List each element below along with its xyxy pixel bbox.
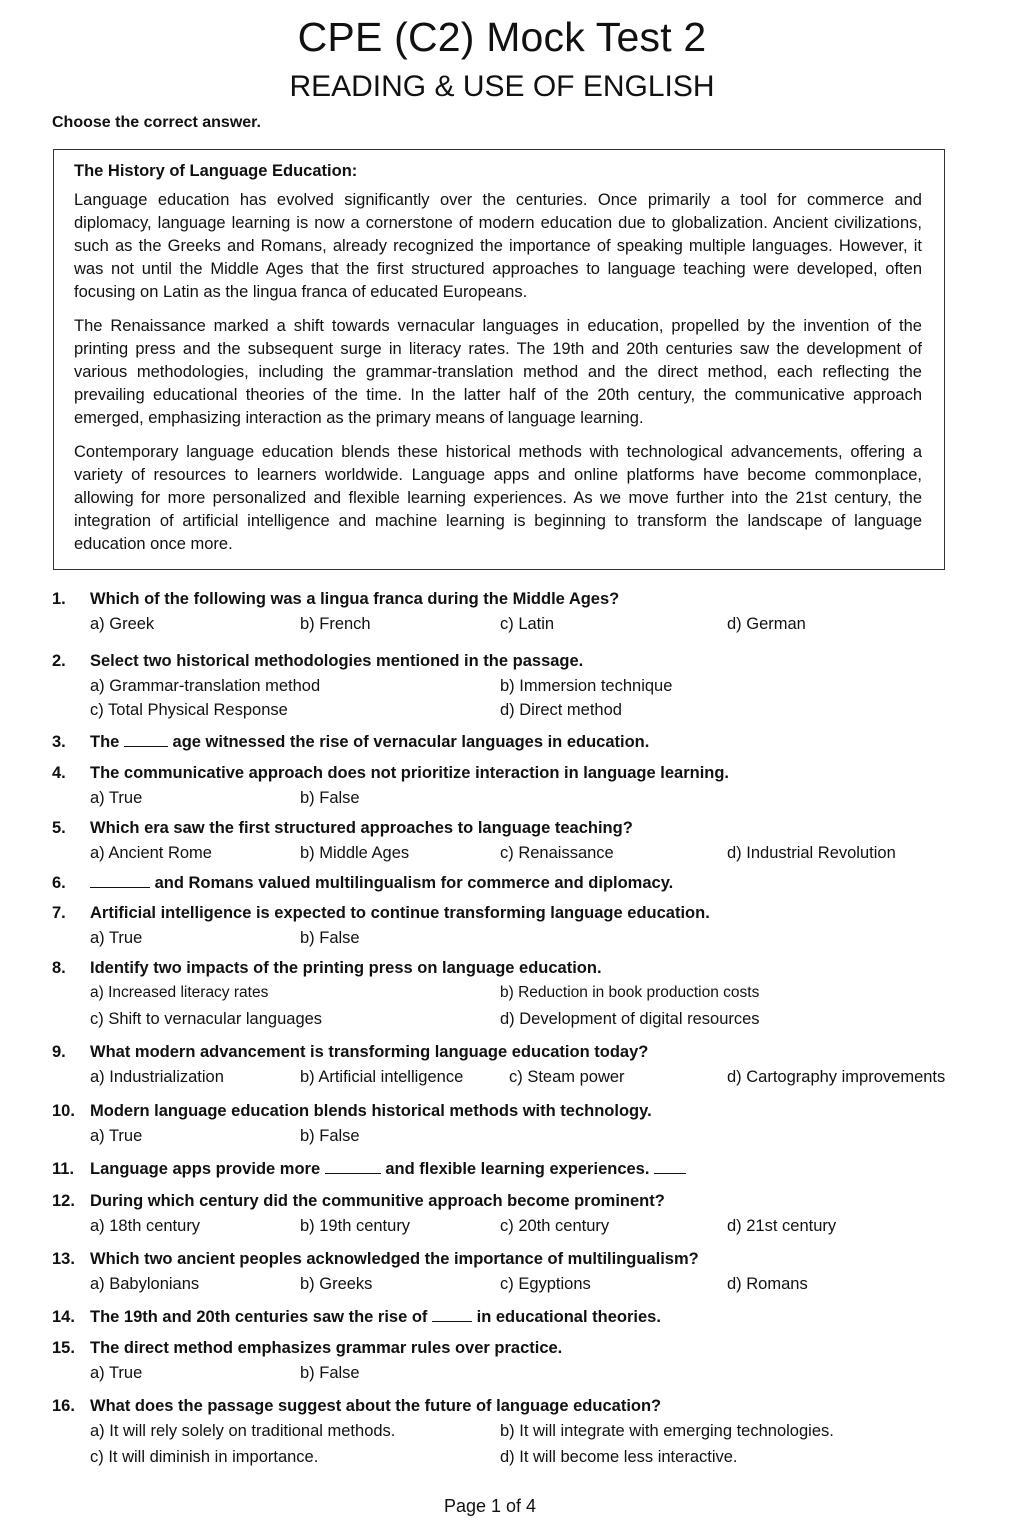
answer-option[interactable]: d) Cartography improvements: [727, 1068, 946, 1086]
answer-option[interactable]: c) Total Physical Response: [90, 701, 288, 719]
question-number: 14.: [52, 1308, 75, 1326]
question-3: [52, 730, 982, 755]
question-11: [52, 1157, 982, 1182]
answer-option[interactable]: c) Steam power: [509, 1068, 625, 1086]
question-number: 15.: [52, 1339, 75, 1357]
question-number: 6.: [52, 874, 66, 892]
answer-option[interactable]: a) Industrialization: [90, 1068, 224, 1086]
answer-option[interactable]: d) Development of digital resources: [500, 1010, 760, 1028]
question-text: Which era saw the first structured approaches to language teaching?: [90, 819, 633, 837]
question-text: What modern advancement is transforming language education today?: [90, 1043, 649, 1061]
question-text: Which of the following was a lingua franca during the Middle Ages?: [90, 590, 620, 608]
question-text: in educational theories.: [476, 1308, 661, 1326]
question-text: The 19th and 20th centuries saw the rise of: [90, 1308, 428, 1326]
answer-option[interactable]: d) Industrial Revolution: [727, 844, 896, 862]
question-text: Select two historical methodologies mentioned in the passage.: [90, 652, 584, 670]
question-16: [52, 1394, 982, 1469]
question-text: The communicative approach does not prioritize interaction in language learning.: [90, 764, 730, 782]
question-text: Artificial intelligence is expected to continue transforming language education.: [90, 904, 710, 922]
question-number: 4.: [52, 764, 66, 782]
answer-option[interactable]: b) Artificial intelligence: [300, 1068, 464, 1086]
question-text: and flexible learning experiences.: [385, 1160, 650, 1178]
question-4: [52, 761, 982, 810]
answer-option[interactable]: a) It will rely solely on traditional methods.: [90, 1422, 396, 1440]
passage-paragraph: Contemporary language education blends these historical methods with technological advancements, offering a variety of resources to learners worldwide. Language apps and online platforms have become commonplace, allowing for more personalized and flexible learning experiences. As we move further into the 21st century, the integration of artificial intelligence and machine learning is beginning to transform the landscape of language education once more.: [74, 443, 922, 553]
reading-passage: [53, 149, 945, 570]
question-text: What does the passage suggest about the future of language education?: [90, 1397, 662, 1415]
answer-option[interactable]: c) It will diminish in importance.: [90, 1448, 319, 1466]
answer-option[interactable]: b) False: [300, 789, 360, 807]
question-15: [52, 1336, 982, 1385]
question-text: The: [90, 733, 120, 751]
question-text: During which century did the communitive approach become prominent?: [90, 1192, 665, 1210]
question-text: Modern language education blends historical methods with technology.: [90, 1102, 652, 1120]
fill-blank[interactable]: [325, 1159, 381, 1174]
page-number: Page 1 of 4: [443, 1496, 537, 1516]
fill-blank[interactable]: [124, 732, 168, 747]
question-7: [52, 901, 982, 950]
answer-option[interactable]: b) 19th century: [300, 1217, 411, 1235]
passage-paragraph: Language education has evolved significantly over the centuries. Once primarily a tool for commerce and diplomacy, language learning is now a cornerstone of modern education due to globalization. Ancient civilizations, such as the Greeks and Romans, already recognized the importance of speaking multiple languages. However, it was not until the Middle Ages that the first structured approaches to language teaching were developed, often focusing on Latin as the lingua franca of educated Europeans.: [74, 191, 922, 301]
fill-blank[interactable]: [432, 1307, 472, 1322]
question-number: 13.: [52, 1250, 75, 1268]
question-text: Which two ancient peoples acknowledged the importance of multilingualism?: [90, 1250, 699, 1268]
question-10: [52, 1099, 982, 1148]
question-number: 8.: [52, 959, 66, 977]
question-number: 3.: [52, 733, 66, 751]
question-2: [52, 649, 982, 722]
answer-option[interactable]: b) False: [300, 1364, 360, 1382]
answer-option[interactable]: b) Reduction in book production costs: [500, 984, 760, 1001]
answer-option[interactable]: b) False: [300, 929, 360, 947]
answer-option[interactable]: a) 18th century: [90, 1217, 201, 1235]
question-text: age witnessed the rise of vernacular languages in education.: [172, 733, 650, 751]
question-9: [52, 1040, 982, 1089]
question-number: 5.: [52, 819, 66, 837]
answer-option[interactable]: b) False: [300, 1127, 360, 1145]
question-number: 10.: [52, 1102, 75, 1120]
question-text: Language apps provide more: [90, 1160, 321, 1178]
question-text: Identify two impacts of the printing press on language education.: [90, 959, 602, 977]
answer-option[interactable]: d) Direct method: [500, 701, 622, 719]
answer-option[interactable]: c) 20th century: [500, 1217, 610, 1235]
answer-option[interactable]: b) Greeks: [300, 1275, 373, 1293]
question-number: 2.: [52, 652, 66, 670]
answer-option[interactable]: a) True: [90, 1364, 143, 1382]
answer-option[interactable]: a) True: [90, 1127, 143, 1145]
instruction-text: Choose the correct answer.: [52, 114, 261, 131]
question-number: 12.: [52, 1192, 75, 1210]
fill-blank[interactable]: [90, 873, 150, 888]
answer-option[interactable]: b) Middle Ages: [300, 844, 410, 862]
answer-option[interactable]: a) True: [90, 789, 143, 807]
question-12: [52, 1189, 982, 1238]
question-1: [52, 587, 982, 636]
question-13: [52, 1247, 982, 1296]
passage-title: The History of Language Education:: [74, 162, 358, 180]
answer-option[interactable]: a) Greek: [90, 615, 155, 633]
question-number: 7.: [52, 904, 66, 922]
answer-option[interactable]: d) German: [727, 615, 806, 633]
answer-option[interactable]: c) Renaissance: [500, 844, 614, 862]
page-title: CPE (C2) Mock Test 2: [297, 14, 707, 60]
question-number: 16.: [52, 1397, 75, 1415]
fill-blank[interactable]: [654, 1159, 686, 1174]
answer-option[interactable]: d) Romans: [727, 1275, 808, 1293]
answer-option[interactable]: a) True: [90, 929, 143, 947]
answer-option[interactable]: a) Ancient Rome: [90, 844, 212, 862]
question-14: [52, 1305, 982, 1330]
answer-option[interactable]: c) Egyptions: [500, 1275, 591, 1293]
answer-option[interactable]: c) Latin: [500, 615, 555, 633]
answer-option[interactable]: b) It will integrate with emerging technologies.: [500, 1422, 834, 1440]
question-8: [52, 956, 982, 1031]
passage-paragraph: The Renaissance marked a shift towards vernacular languages in education, propelled by the invention of the printing press and the subsequent surge in literacy rates. The 19th and 20th centuries saw the development of various methodologies, including the grammar-translation method and the direct method, each reflecting the prevailing educational theories of the time. In the latter half of the 20th century, the communicative approach emerged, emphasizing interaction as the primary means of language learning.: [74, 317, 922, 427]
answer-option[interactable]: b) French: [300, 615, 371, 633]
answer-option[interactable]: a) Increased literacy rates: [90, 984, 269, 1001]
answer-option[interactable]: a) Grammar-translation method: [90, 677, 321, 695]
page-subtitle: READING & USE OF ENGLISH: [289, 70, 715, 103]
question-5: [52, 816, 982, 865]
answer-option[interactable]: d) It will become less interactive.: [500, 1448, 738, 1466]
answer-option[interactable]: a) Babylonians: [90, 1275, 200, 1293]
answer-option[interactable]: b) Immersion technique: [500, 677, 673, 695]
question-number: 11.: [52, 1160, 75, 1178]
question-text: The direct method emphasizes grammar rules over practice.: [90, 1339, 563, 1357]
answer-option[interactable]: c) Shift to vernacular languages: [90, 1010, 323, 1028]
question-number: 9.: [52, 1043, 66, 1061]
question-number: 1.: [52, 590, 66, 608]
question-text: and Romans valued multilingualism for commerce and diplomacy.: [154, 874, 674, 892]
question-6: [52, 871, 982, 896]
answer-option[interactable]: d) 21st century: [727, 1217, 837, 1235]
